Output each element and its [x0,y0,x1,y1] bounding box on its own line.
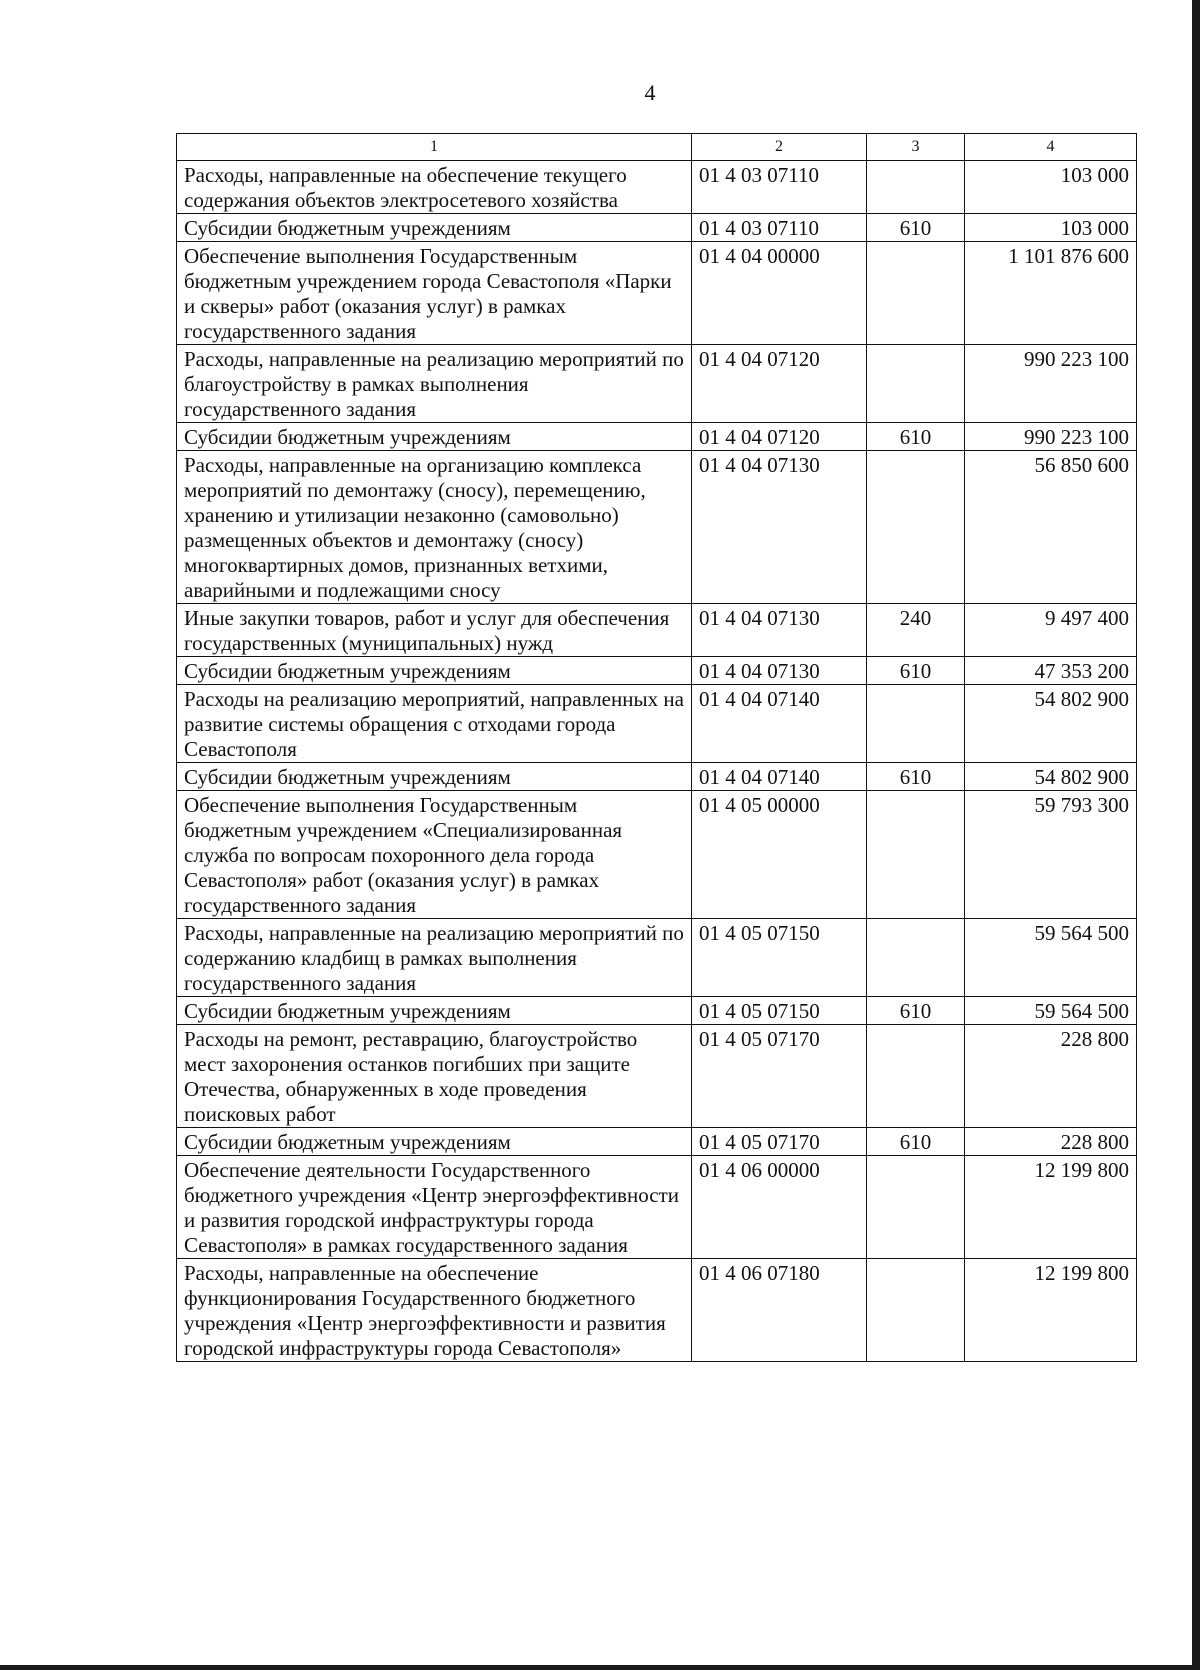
row-kind-cell: 610 [867,1128,965,1156]
row-kind-cell [867,919,965,997]
row-kind-cell [867,791,965,919]
table-row [177,345,1137,423]
row-code-cell: 01 4 04 07130 [692,657,867,685]
table-row [177,161,1137,214]
row-amount-cell: 56 850 600 [965,451,1137,604]
row-name-cell: Субсидии бюджетным учреждениям [177,214,692,242]
row-amount-cell: 9 497 400 [965,604,1137,657]
table-row [177,791,1137,919]
table-row [177,763,1137,791]
row-amount-cell: 990 223 100 [965,423,1137,451]
table-row [177,997,1137,1025]
row-name-cell: Расходы, направленные на организацию комплекса мероприятий по демонтажу (сносу), перемещению, хранению и утилизации незаконно (самовольно) размещенных объектов и демонтажу (сносу) многоквартирных домов, признанных ветхими, аварийными и подлежащими сносу [177,451,692,604]
row-code-cell: 01 4 04 07130 [692,604,867,657]
header-col-2: 2 [692,134,867,161]
row-name-cell: Расходы, направленные на реализацию мероприятий по содержанию кладбищ в рамках выполнения государственного задания [177,919,692,997]
row-amount-cell: 54 802 900 [965,763,1137,791]
row-kind-cell [867,1156,965,1259]
row-kind-cell: 610 [867,997,965,1025]
row-amount-cell: 990 223 100 [965,345,1137,423]
row-kind-cell [867,161,965,214]
row-code-cell: 01 4 04 07130 [692,451,867,604]
row-name-cell: Расходы на ремонт, реставрацию, благоустройство мест захоронения останков погибших при защите Отечества, обнаруженных в ходе проведения поисковых работ [177,1025,692,1128]
row-code-cell: 01 4 05 07170 [692,1025,867,1128]
scan-edge-right [1192,0,1200,1670]
row-code-cell: 01 4 05 07150 [692,919,867,997]
table-row [177,1128,1137,1156]
row-code-cell: 01 4 03 07110 [692,161,867,214]
header-col-3: 3 [867,134,965,161]
scan-edge-bottom [0,1665,1200,1670]
row-code-cell: 01 4 04 07140 [692,685,867,763]
row-name-cell: Обеспечение выполнения Государственным бюджетным учреждением города Севастополя «Парки и скверы» работ (оказания услуг) в рамках государственного задания [177,242,692,345]
row-amount-cell: 59 564 500 [965,919,1137,997]
row-code-cell: 01 4 04 07140 [692,763,867,791]
row-name-cell: Расходы на реализацию мероприятий, направленных на развитие системы обращения с отходами города Севастополя [177,685,692,763]
page-number: 4 [644,80,656,105]
row-kind-cell [867,1025,965,1128]
row-kind-cell: 610 [867,763,965,791]
budget-table [176,133,1137,1362]
row-name-cell: Субсидии бюджетным учреждениям [177,763,692,791]
row-kind-cell [867,1259,965,1362]
table-row [177,1156,1137,1259]
header-col-1: 1 [177,134,692,161]
table-row [177,604,1137,657]
row-code-cell: 01 4 03 07110 [692,214,867,242]
row-amount-cell: 103 000 [965,161,1137,214]
row-amount-cell: 1 101 876 600 [965,242,1137,345]
table-row [177,214,1137,242]
header-row [177,134,1137,161]
row-name-cell: Субсидии бюджетным учреждениям [177,997,692,1025]
table-row [177,919,1137,997]
row-amount-cell: 47 353 200 [965,657,1137,685]
row-kind-cell [867,451,965,604]
row-code-cell: 01 4 05 07170 [692,1128,867,1156]
row-amount-cell: 12 199 800 [965,1259,1137,1362]
row-kind-cell: 610 [867,423,965,451]
row-kind-cell: 610 [867,214,965,242]
row-kind-cell [867,345,965,423]
row-amount-cell: 12 199 800 [965,1156,1137,1259]
row-name-cell: Обеспечение выполнения Государственным бюджетным учреждением «Специализированная служба по вопросам похоронного дела города Севастополя» работ (оказания услуг) в рамках государственного задания [177,791,692,919]
table-row [177,657,1137,685]
row-code-cell: 01 4 06 07180 [692,1259,867,1362]
row-amount-cell: 228 800 [965,1128,1137,1156]
row-code-cell: 01 4 04 07120 [692,423,867,451]
row-code-cell: 01 4 05 00000 [692,791,867,919]
row-name-cell: Расходы, направленные на обеспечение функционирования Государственного бюджетного учреждения «Центр энергоэффективности и развития городской инфраструктуры города Севастополя» [177,1259,692,1362]
row-amount-cell: 228 800 [965,1025,1137,1128]
row-kind-cell [867,242,965,345]
row-name-cell: Субсидии бюджетным учреждениям [177,657,692,685]
row-name-cell: Обеспечение деятельности Государственного бюджетного учреждения «Центр энергоэффективности и развития городской инфраструктуры города Севастополя» в рамках государственного задания [177,1156,692,1259]
row-amount-cell: 59 793 300 [965,791,1137,919]
table-row [177,451,1137,604]
row-amount-cell: 59 564 500 [965,997,1137,1025]
row-kind-cell: 610 [867,657,965,685]
row-code-cell: 01 4 06 00000 [692,1156,867,1259]
row-code-cell: 01 4 04 00000 [692,242,867,345]
table-row [177,423,1137,451]
table-row [177,1259,1137,1362]
row-code-cell: 01 4 05 07150 [692,997,867,1025]
table-body [177,161,1137,1362]
table-row [177,685,1137,763]
row-name-cell: Расходы, направленные на обеспечение текущего содержания объектов электросетевого хозяйства [177,161,692,214]
row-name-cell: Субсидии бюджетным учреждениям [177,1128,692,1156]
row-name-cell: Субсидии бюджетным учреждениям [177,423,692,451]
row-kind-cell: 240 [867,604,965,657]
row-name-cell: Иные закупки товаров, работ и услуг для обеспечения государственных (муниципальных) нужд [177,604,692,657]
row-name-cell: Расходы, направленные на реализацию мероприятий по благоустройству в рамках выполнения государственного задания [177,345,692,423]
row-amount-cell: 54 802 900 [965,685,1137,763]
row-amount-cell: 103 000 [965,214,1137,242]
header-col-4: 4 [965,134,1137,161]
row-code-cell: 01 4 04 07120 [692,345,867,423]
table-row [177,1025,1137,1128]
table-row [177,242,1137,345]
row-kind-cell [867,685,965,763]
